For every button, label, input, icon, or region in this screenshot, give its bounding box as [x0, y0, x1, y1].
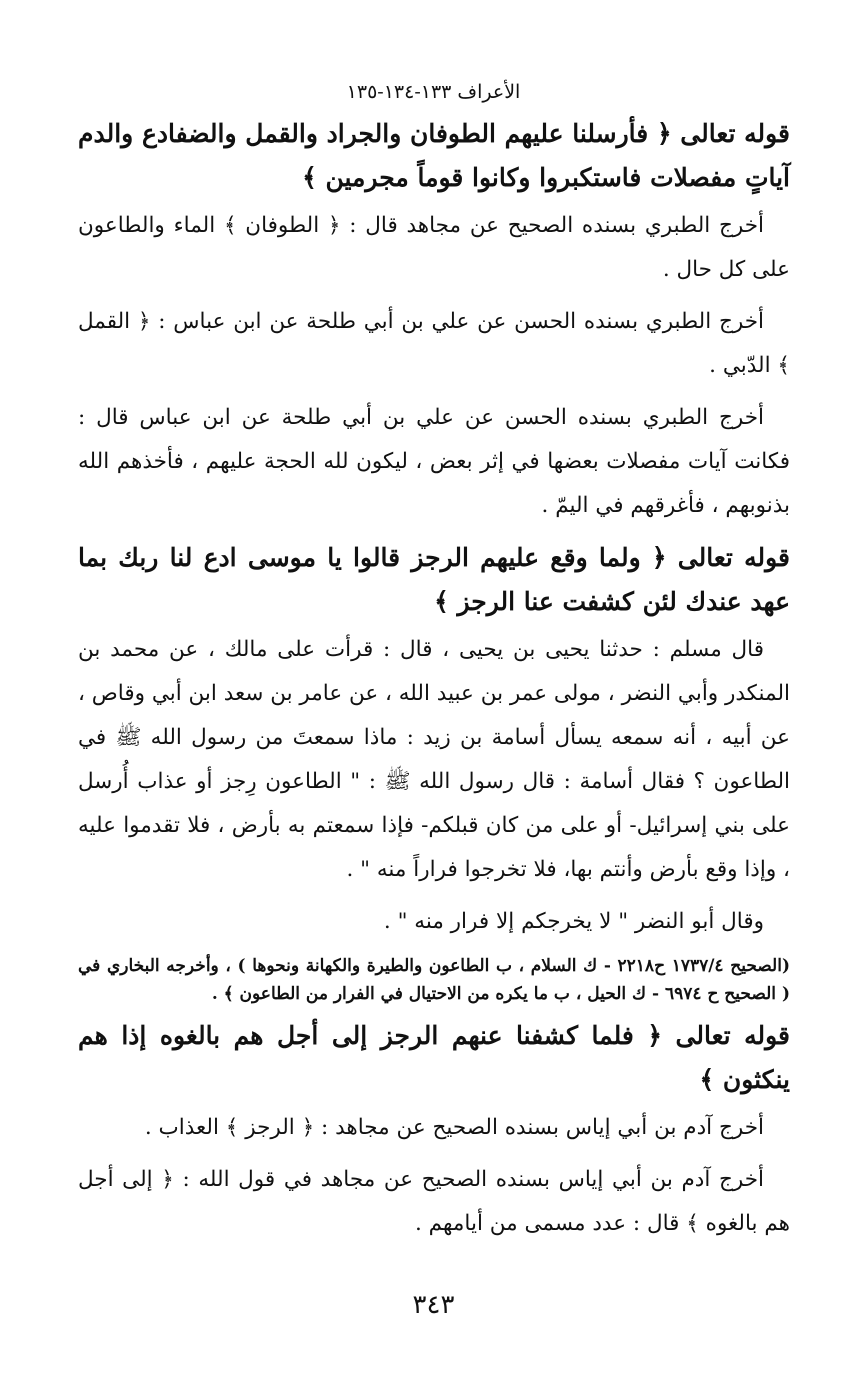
verse-heading: قوله تعالى ﴿ ولما وقع عليهم الرجز قالوا يا موسى ادع لنا ربك بما عهد عندك لئن كشفت عنا الرجز ﴾ [78, 543, 790, 616]
body-paragraph: أخرج الطبري بسنده الصحيح عن مجاهد قال : ﴿ الطوفان ﴾ الماء والطاعون على كل حال . [78, 213, 790, 282]
running-header: الأعراف ١٣٣-١٣٤-١٣٥ [346, 81, 521, 103]
body-paragraph: أخرج الطبري بسنده الحسن عن علي بن أبي طلحة عن ابن عباس : ﴿ القمل ﴾ الدّبي . [78, 309, 790, 378]
body-paragraph: قال مسلم : حدثنا يحيى بن يحيى ، قال : قرأت على مالك ، عن محمد بن المنكدر وأبي النضر ، مولى عمر بن عبيد الله ، عن عامر بن سعد ابن أبي وقاص ، عن أبيه ، أنه سمعه يسأل أسامة بن زيد : ماذا سمعتَ من رسول الله ﷺ في الطاعون ؟ فقال أسامة : قال رسول الله ﷺ : " الطاعون رِجز أو عذاب أُرسل على بني إسرائيل- أو على من كان قبلكم- فإذا سمعتم به بأرض ، فلا تقدموا عليه ، وإذا وقع بأرض وأنتم بها، فلا تخرجوا فراراً منه " . [78, 637, 790, 882]
page-number: ٣٤٣ [412, 1290, 455, 1320]
body-paragraph: أخرج آدم بن أبي إياس بسنده الصحيح عن مجاهد في قول الله : ﴿ إلى أجل هم بالغوه ﴾ قال : عدد مسمى من أيامهم . [78, 1167, 790, 1236]
body-paragraph: أخرج آدم بن أبي إياس بسنده الصحيح عن مجاهد : ﴿ الرجز ﴾ العذاب . [144, 1115, 764, 1140]
page-body [78, 112, 790, 1254]
verse-heading: قوله تعالى ﴿ فأرسلنا عليهم الطوفان والجراد والقمل والضفادع والدم آياتٍ مفصلات فاستكبروا وكانوا قوماً مجرمين ﴾ [78, 119, 790, 192]
citation-note: (الصحيح ١٧٣٧/٤ ح٢٢١٨ - ك السلام ، ب الطاعون والطيرة والكهانة ونحوها ) ، وأخرجه البخاري في ( الصحيح ح ٦٩٧٤ - ك الحيل ، ب ما يكره من الاحتيال في الفرار من الطاعون ﴾ . [78, 956, 790, 1004]
verse-heading: قوله تعالى ﴿ فلما كشفنا عنهم الرجز إلى أجل هم بالغوه إذا هم ينكثون ﴾ [78, 1021, 790, 1094]
body-paragraph: أخرج الطبري بسنده الحسن عن علي بن أبي طلحة عن ابن عباس قال : فكانت آيات مفصلات بعضها في إثر بعض ، ليكون لله الحجة عليهم ، فأخذهم الله بذنوبهم ، فأغرقهم في اليمّ . [78, 405, 790, 518]
body-paragraph: وقال أبو النضر " لا يخرجكم إلا فرار منه " . [383, 909, 764, 934]
